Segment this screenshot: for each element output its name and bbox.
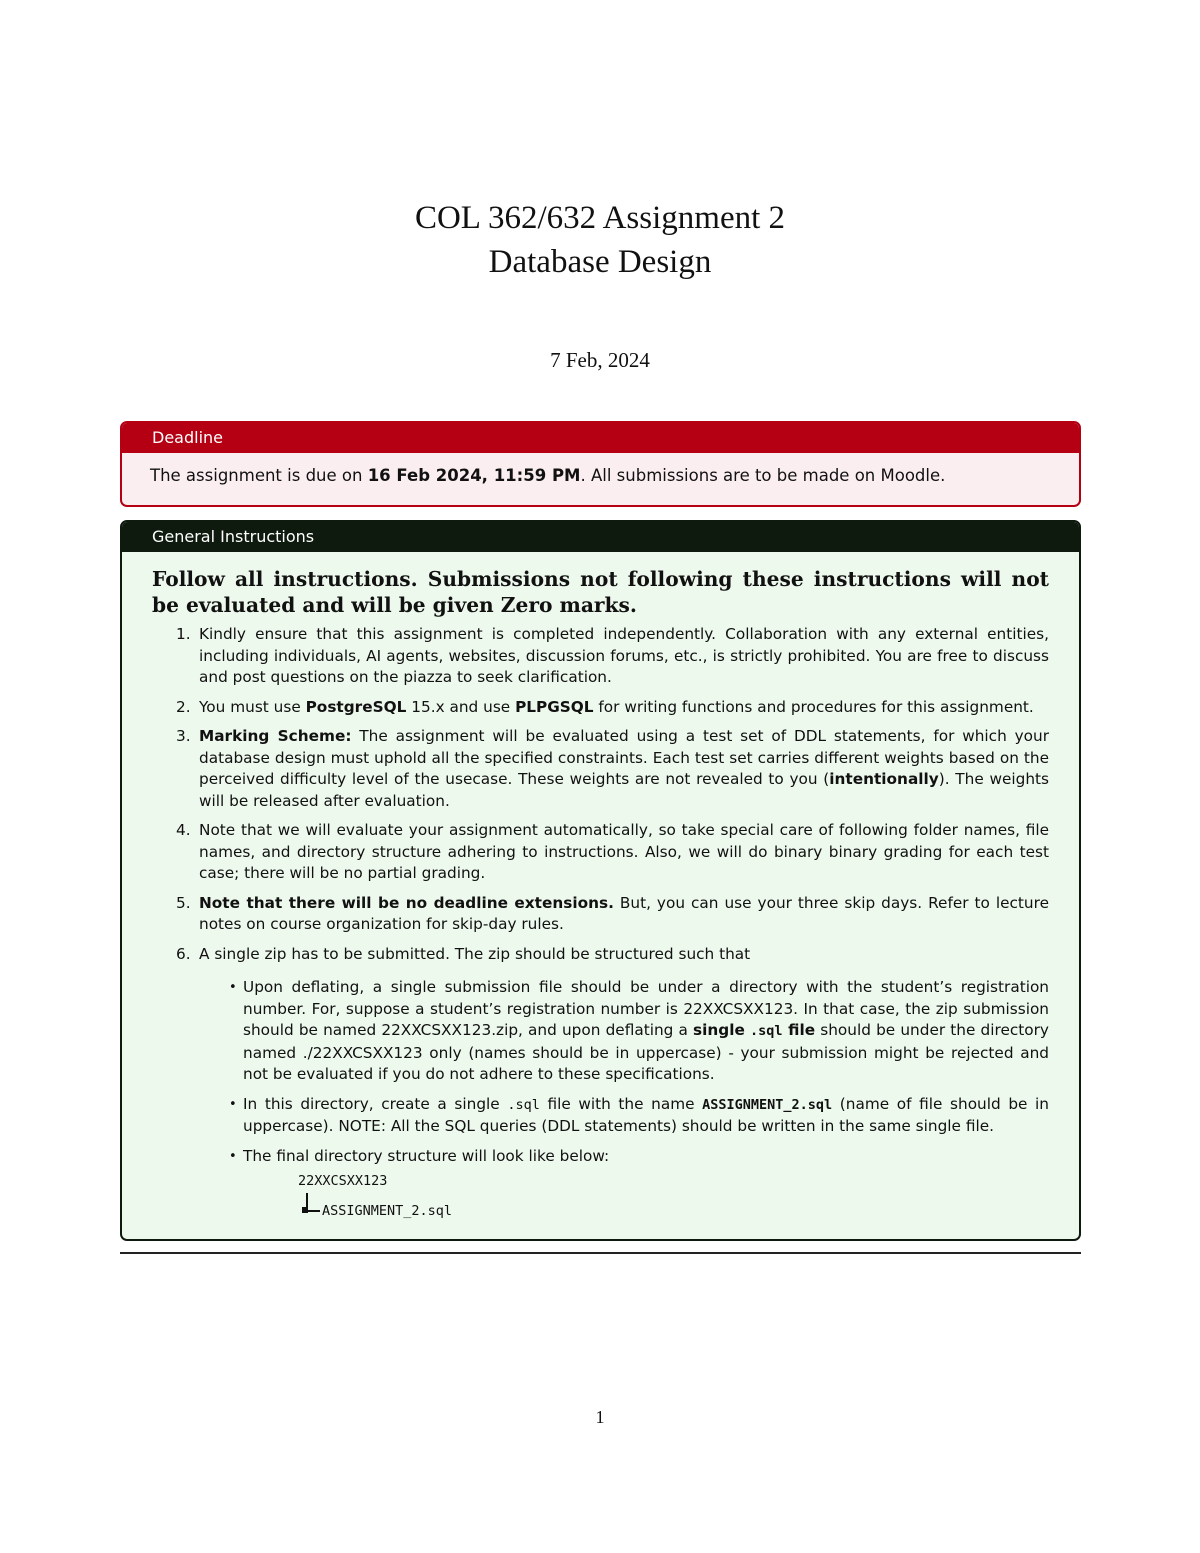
item-number: 5.	[176, 893, 191, 912]
list-item	[152, 820, 1049, 885]
item-text: Note that we will evaluate your assignment automatically, so take special care of following folder names, file names, and directory structure adhering to instructions. Also, we will do binary binary grading for each test case; there will be no partial grading.	[199, 821, 1049, 882]
item-bold-text: Note that there will be no deadline extensions.	[199, 893, 614, 912]
item-text: A single zip has to be submitted. The zip should be structured such that	[199, 944, 751, 963]
document-subtitle: Database Design	[488, 244, 712, 280]
general-instructions-heading: General Instructions	[122, 522, 1079, 552]
list-item	[152, 893, 1049, 936]
tree-branch-line	[306, 1210, 320, 1212]
item-text: The final directory structure will look like below:	[243, 1146, 610, 1165]
sub-list-item	[199, 977, 1049, 1086]
item-bold-text: PostgreSQL	[305, 697, 407, 716]
item-number: 1.	[176, 625, 191, 643]
item-text: The assignment will be evaluated using a test set of DDL statements, for which your database design must uphold all the specified constraints. Each test set carries different weights based on the perceived difficulty level of the usecase. These weights are not revealed to you (	[199, 727, 1049, 788]
item-code: .sql	[507, 1096, 540, 1113]
deadline-date: 16 Feb 2024, 11:59 PM	[367, 466, 581, 485]
list-item	[152, 697, 1049, 719]
item-number: 2.	[176, 697, 191, 716]
bullet-icon: •	[229, 980, 237, 995]
sub-list-item	[199, 1094, 1049, 1138]
bullet-icon: •	[229, 1096, 237, 1112]
item-bold-text: file	[782, 1021, 816, 1039]
document-date: 7 Feb, 2024	[550, 348, 650, 372]
item-text: Upon deflating, a single submission file should be under a directory with the student’s registration number. For, suppose a student’s registration number is 22XXCSXX123. In that case, the zip submission should be named 22XXCSXX123.zip, and upon deflating a	[243, 978, 1049, 1039]
bullet-icon: •	[229, 1148, 237, 1164]
deadline-text	[122, 453, 1079, 485]
item-bold-text: single	[693, 1021, 745, 1039]
item-text: (name of file should be in uppercase). NOTE: All the SQL queries (DDL statements) should be written in the same single file.	[243, 1094, 1049, 1135]
deadline-heading: Deadline	[122, 423, 1079, 453]
list-item	[152, 624, 1049, 689]
deadline-box	[120, 421, 1081, 507]
item-text: 15.x and use	[406, 697, 516, 716]
item-text: ). The weights will be released after evaluation.	[199, 770, 1049, 810]
directory-tree	[298, 1171, 1049, 1231]
item-code: ASSIGNMENT_2.sql	[702, 1096, 833, 1113]
item-bold-text: Marking Scheme:	[199, 727, 352, 745]
deadline-text-before: The assignment is due on	[150, 466, 368, 485]
item-bold-text: intentionally	[829, 770, 939, 788]
item-number: 3.	[176, 727, 191, 745]
general-instructions-body	[122, 552, 1079, 1231]
item-text: In this directory, create a single	[243, 1094, 508, 1113]
instructions-lead: Follow all instructions. Submissions not following these instructions will not be evaluated and will be given Zero marks.	[152, 567, 1049, 617]
title-block	[0, 196, 1200, 284]
item-text: But, you can use your three skip days. Refer to lecture notes on course organization for skip-day rules.	[199, 893, 1049, 933]
sub-list-item	[199, 1146, 1049, 1232]
item-text: file with the name	[539, 1094, 703, 1113]
sub-list	[199, 977, 1049, 1231]
item-text: Kindly ensure that this assignment is completed independently. Collaboration with any external entities, including individuals, AI agents, websites, discussion forums, etc., is strictly prohibited. You are free to discuss and post questions on the piazza to seek clarification.	[199, 625, 1049, 686]
tree-child-file: ASSIGNMENT_2.sql	[322, 1203, 453, 1219]
item-bold-text: PLPGSQL	[515, 697, 594, 716]
horizontal-rule	[120, 1252, 1081, 1254]
deadline-text-after: . All submissions are to be made on Moodle.	[580, 466, 946, 485]
general-instructions-box	[120, 520, 1081, 1241]
item-number: 6.	[176, 944, 191, 963]
item-text: should be under the directory named ./22XXCSXX123 only (names should be in uppercase) - your submission might be rejected and not be evaluated if you do not adhere to these specifications.	[243, 1021, 1049, 1083]
list-item	[152, 726, 1049, 812]
item-number: 4.	[176, 821, 191, 839]
instructions-list	[152, 624, 1049, 1231]
tree-root-folder: 22XXCSXX123	[298, 1173, 388, 1189]
list-item	[152, 944, 1049, 1232]
item-text: You must use	[199, 697, 306, 716]
document-title: COL 362/632 Assignment 2	[414, 200, 786, 236]
tree-node-icon	[302, 1207, 308, 1213]
item-code: .sql	[750, 1023, 783, 1039]
item-text: for writing functions and procedures for this assignment.	[593, 697, 1034, 716]
page-number: 1	[595, 1407, 605, 1427]
